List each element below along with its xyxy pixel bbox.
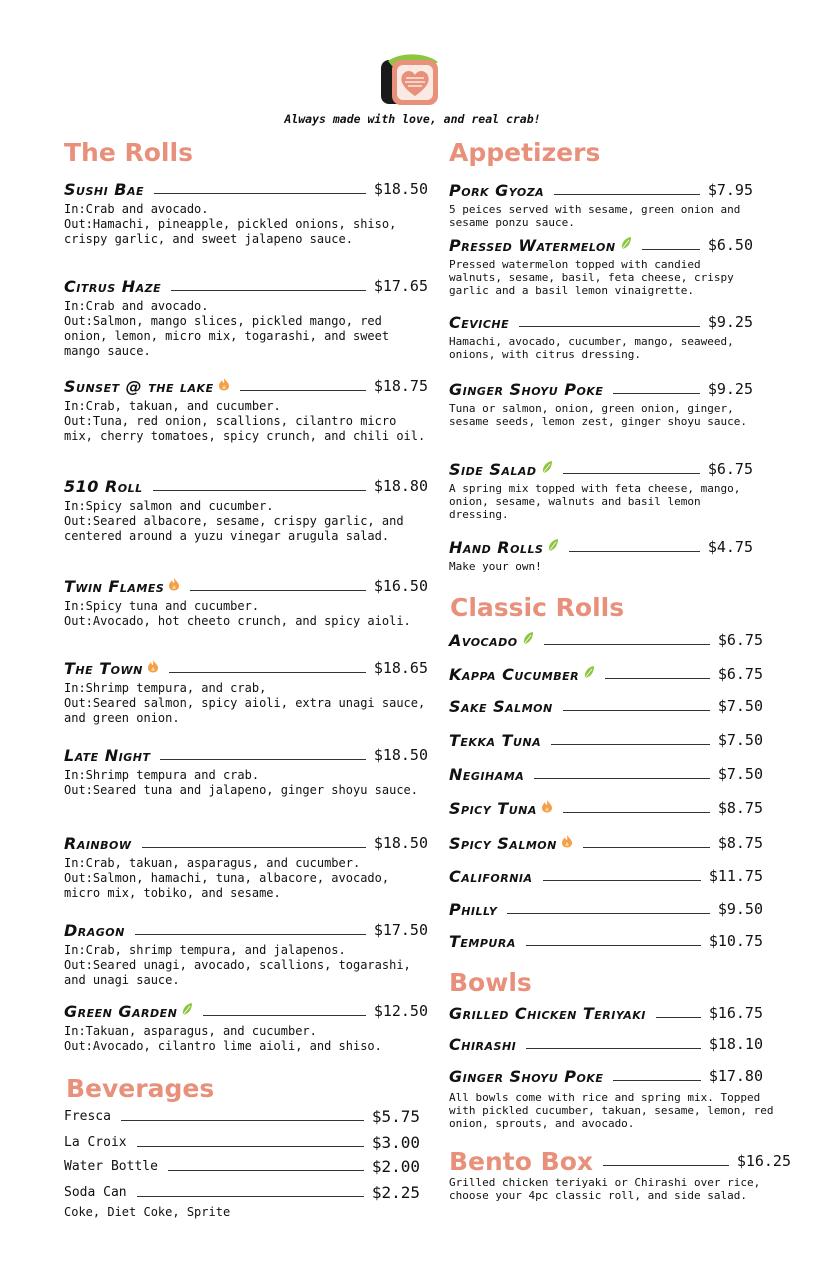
dotted-leader (544, 636, 710, 645)
leaf-icon (518, 631, 534, 649)
flame-icon (537, 799, 553, 817)
item-price: $8.75 (717, 834, 763, 852)
roll-item (64, 575, 428, 629)
menu-item-row (64, 744, 428, 766)
item-name: Philly (449, 899, 498, 919)
item-price: $3.00 (371, 1132, 420, 1152)
item-price: $16.50 (373, 577, 428, 595)
item-name: Tekka Tuna (449, 730, 542, 750)
menu-item-row (64, 575, 428, 597)
item-price: $9.25 (707, 313, 753, 331)
item-name: Rainbow (64, 833, 132, 853)
item-name: Avocado (449, 630, 518, 650)
menu-item-row (449, 458, 753, 480)
item-name: Hand Rolls (449, 537, 544, 557)
item-price: $4.75 (707, 538, 753, 556)
dotted-leader (605, 670, 710, 679)
item-price: $17.80 (708, 1067, 763, 1085)
item-name: Water Bottle (64, 1158, 158, 1174)
dotted-leader (203, 1007, 365, 1016)
appetizer-item (449, 311, 753, 361)
menu-item-row (449, 1065, 763, 1087)
leaf-icon (543, 538, 559, 556)
menu-item-row (449, 832, 763, 854)
menu-item-row (64, 375, 428, 397)
beverage-item (64, 1131, 420, 1153)
dotted-leader (563, 804, 710, 813)
item-name: Grilled Chicken Teriyaki (449, 1003, 646, 1023)
item-price: $18.50 (373, 180, 428, 198)
beverage-item (64, 1105, 420, 1127)
menu-item-row (64, 1105, 420, 1127)
menu-item-row (449, 1033, 763, 1055)
item-price: $9.50 (717, 900, 763, 918)
menu-item-row (449, 865, 763, 887)
dotted-leader (240, 382, 366, 391)
menu-item-row (449, 1002, 763, 1024)
roll-item (64, 657, 428, 726)
menu-item-row (64, 1155, 420, 1177)
item-name: Spicy Tuna (449, 798, 537, 818)
item-description: Hamachi, avocado, cucumber, mango, seaweed, onions, with citrus dressing. (449, 335, 734, 361)
item-name: Sushi Bae (64, 179, 144, 199)
item-price: $7.50 (717, 765, 763, 783)
item-description: Tuna or salmon, onion, green onion, ginger, sesame seeds, lemon zest, ginger shoyu sauce. (449, 402, 748, 428)
section-title-appetizers: Appetizers (449, 138, 601, 167)
section-title-classic-rolls: Classic Rolls (450, 593, 625, 622)
item-name: Green Garden (64, 1001, 178, 1021)
roll-item (64, 375, 428, 444)
item-name: California (449, 866, 533, 886)
menu-item-row (449, 797, 763, 819)
appetizer-item (449, 378, 753, 428)
item-description: In:Shrimp tempura, and crab, Out:Seared salmon, spicy aioli, extra unagi sauce, and green onion. (64, 681, 426, 725)
menu-item-row (449, 378, 753, 400)
dotted-leader (613, 385, 699, 394)
item-description: Coke, Diet Coke, Sprite (64, 1205, 231, 1219)
menu-item-row (449, 930, 763, 952)
item-description: In:Takuan, asparagus, and cucumber. Out:Avocado, cilantro lime aioli, and shiso. (64, 1024, 382, 1053)
menu-item-row (449, 179, 753, 201)
menu-item-row (64, 832, 428, 854)
item-name: Kappa Cucumber (449, 664, 580, 684)
section-title-beverages: Beverages (66, 1074, 215, 1103)
classic-roll-item (449, 832, 763, 854)
dotted-leader (551, 736, 710, 745)
item-price: $18.10 (708, 1035, 763, 1053)
menu-item-row (449, 898, 763, 920)
item-name: Negihama (449, 764, 525, 784)
dotted-leader (169, 664, 366, 673)
dotted-leader (554, 186, 700, 195)
item-price: $10.75 (708, 932, 763, 950)
menu-item-row (449, 663, 763, 685)
item-description: Make your own! (449, 560, 542, 573)
item-price: $17.50 (373, 921, 428, 939)
bowl-item (449, 1033, 763, 1055)
item-name: Pressed Watermelon (449, 235, 616, 255)
menu-item-row (449, 311, 753, 333)
item-description: In:Spicy tuna and cucumber. Out:Avocado, hot cheeto crunch, and spicy aioli. (64, 599, 411, 628)
item-price: $16.75 (708, 1004, 763, 1022)
dotted-leader (543, 872, 701, 881)
item-name: Tempura (449, 931, 516, 951)
menu-item-row (64, 919, 428, 941)
menu-item-row (64, 178, 428, 200)
bento-box (449, 1146, 791, 1202)
item-description: 5 peices served with sesame, green onion and sesame ponzu sauce. (449, 203, 741, 229)
dotted-leader (613, 1072, 700, 1081)
bento-price: $16.25 (736, 1152, 791, 1170)
item-name: Soda Can (64, 1184, 127, 1200)
item-price: $12.50 (373, 1002, 428, 1020)
appetizer-item (449, 179, 753, 229)
item-price: $6.75 (717, 631, 763, 649)
item-price: $11.75 (708, 867, 763, 885)
item-price: $6.75 (717, 665, 763, 683)
item-name: Fresca (64, 1108, 111, 1124)
item-name: Twin Flames (64, 576, 165, 596)
item-name: La Croix (64, 1134, 127, 1150)
leaf-icon (537, 460, 553, 478)
item-name: Ceviche (449, 312, 510, 332)
item-name: Sunset @ the lake (64, 376, 214, 396)
roll-item (64, 832, 428, 901)
classic-roll-item (449, 898, 763, 920)
dotted-leader (137, 1188, 364, 1197)
dotted-leader (526, 1040, 701, 1049)
classic-roll-item (449, 930, 763, 952)
item-price: $7.50 (717, 697, 763, 715)
item-name: Chirashi (449, 1034, 517, 1054)
item-price: $9.25 (707, 380, 753, 398)
item-name: Spicy Salmon (449, 833, 557, 853)
item-name: Pork Gyoza (449, 180, 545, 200)
menu-item-row (449, 234, 753, 256)
dotted-leader (563, 702, 710, 711)
section-title-bento: Bento Box (449, 1146, 593, 1176)
item-price: $5.75 (371, 1106, 420, 1126)
menu-item-row (449, 729, 763, 751)
leaf-icon (616, 236, 632, 254)
item-description: In:Crab, shrimp tempura, and jalapenos. Out:Seared unagi, avocado, scallions, togarashi, and unagi sauce. (64, 943, 411, 987)
tagline: Always made with love, and real crab! (284, 112, 541, 126)
dotted-leader (656, 1009, 701, 1018)
item-name: 510 Roll (64, 476, 143, 496)
classic-roll-item (449, 663, 763, 685)
dotted-leader (137, 1138, 364, 1147)
appetizer-item (449, 458, 753, 521)
sushi-heart-logo (380, 52, 440, 106)
classic-roll-item (449, 695, 763, 717)
beverage-item (64, 1155, 420, 1177)
appetizer-item (449, 536, 753, 573)
classic-roll-item (449, 763, 763, 785)
roll-item (64, 919, 428, 988)
item-description: Pressed watermelon topped with candied walnuts, sesame, basil, feta cheese, crispy garlic and a basil lemon vinaigrette. (449, 258, 734, 297)
flame-icon (143, 659, 159, 677)
section-title-bowls: Bowls (449, 968, 532, 997)
item-name: Citrus Haze (64, 276, 162, 296)
menu-item-row (449, 629, 763, 651)
item-description: A spring mix topped with feta cheese, mango, onion, sesame, walnuts and basil lemon dressing. (449, 482, 741, 521)
classic-roll-item (449, 865, 763, 887)
item-price: $18.50 (373, 746, 428, 764)
item-description: In:Crab, takuan, and cucumber. Out:Tuna, red onion, scallions, cilantro micro mix, cherry tomatoes, spicy crunch, and chili oil. (64, 399, 426, 443)
flame-icon (214, 377, 230, 395)
menu-item-row (449, 536, 753, 558)
item-description: In:Crab and avocado. Out:Hamachi, pineapple, pickled onions, shiso, crispy garlic, and sweet jalapeno sauce. (64, 202, 397, 246)
dotted-leader (153, 482, 366, 491)
item-price: $6.75 (707, 460, 753, 478)
dotted-leader (563, 465, 700, 474)
dotted-leader (168, 1162, 364, 1171)
item-price: $17.65 (373, 277, 428, 295)
item-price: $8.75 (717, 799, 763, 817)
bowls-note: All bowls come with rice and spring mix. Topped with pickled cucumber, takuan, sesame, lemon, red onion, sprouts, and avocado. (449, 1091, 774, 1130)
item-description: In:Crab and avocado. Out:Salmon, mango slices, pickled mango, red onion, lemon, micro mix, togarashi, and sweet mango sauce. (64, 299, 390, 358)
dotted-leader (154, 185, 366, 194)
item-name: Ginger Shoyu Poke (449, 379, 604, 399)
flame-icon (164, 577, 180, 595)
item-name: The Town (64, 658, 143, 678)
dotted-leader (526, 937, 701, 946)
menu-item-row (64, 275, 428, 297)
dotted-leader (519, 318, 700, 327)
item-price: $18.50 (373, 834, 428, 852)
menu-item-row (64, 475, 428, 497)
roll-item (64, 178, 428, 247)
dotted-leader (569, 543, 699, 552)
item-price: $2.00 (371, 1156, 420, 1176)
menu-item-row (64, 1181, 420, 1203)
section-title-rolls: The Rolls (64, 138, 193, 167)
dotted-leader (135, 926, 366, 935)
classic-roll-item (449, 629, 763, 651)
item-price: $18.65 (373, 659, 428, 677)
roll-item (64, 1000, 428, 1054)
roll-item (64, 475, 428, 544)
dotted-leader (171, 282, 366, 291)
appetizer-item (449, 234, 753, 297)
dotted-leader (583, 839, 710, 848)
item-price: $7.50 (717, 731, 763, 749)
classic-roll-item (449, 797, 763, 819)
beverage-item (64, 1181, 420, 1220)
item-name: Ginger Shoyu Poke (449, 1066, 604, 1086)
item-name: Sake Salmon (449, 696, 553, 716)
dotted-leader (507, 905, 710, 914)
menu-item-row (64, 1131, 420, 1153)
dotted-leader (190, 582, 366, 591)
item-description: In:Crab, takuan, asparagus, and cucumber. Out:Salmon, hamachi, tuna, albacore, avocado, micro mix, tobiko, and sesame. (64, 856, 390, 900)
roll-item (64, 275, 428, 359)
item-name: Dragon (64, 920, 125, 940)
item-description: In:Shrimp tempura and crab. Out:Seared tuna and jalapeno, ginger shoyu sauce. (64, 768, 419, 797)
bowl-item (449, 1065, 763, 1087)
menu-item-row (449, 695, 763, 717)
bento-desc: Grilled chicken teriyaki or Chirashi over rice, choose your 4pc classic roll, and side salad. (449, 1176, 761, 1202)
item-name: Late Night (64, 745, 151, 765)
roll-item (64, 744, 428, 798)
item-name: Side Salad (449, 459, 537, 479)
item-description: In:Spicy salmon and cucumber. Out:Seared albacore, sesame, crispy garlic, and centered around a yuzu vinegar arugula salad. (64, 499, 404, 543)
dotted-leader (642, 241, 700, 250)
item-price: $7.95 (707, 181, 753, 199)
dotted-leader (121, 1112, 364, 1121)
item-price: $6.50 (707, 236, 753, 254)
item-price: $18.80 (373, 477, 428, 495)
item-price: $2.25 (371, 1182, 420, 1202)
dotted-leader (603, 1157, 729, 1166)
dotted-leader (534, 770, 710, 779)
menu-item-row (64, 1000, 428, 1022)
item-price: $18.75 (373, 377, 428, 395)
leaf-icon (177, 1002, 193, 1020)
menu-item-row (449, 763, 763, 785)
menu-item-row (64, 657, 428, 679)
dotted-leader (160, 751, 365, 760)
dotted-leader (142, 839, 366, 848)
bowl-item (449, 1002, 763, 1024)
leaf-icon (579, 665, 595, 683)
flame-icon (557, 834, 573, 852)
classic-roll-item (449, 729, 763, 751)
